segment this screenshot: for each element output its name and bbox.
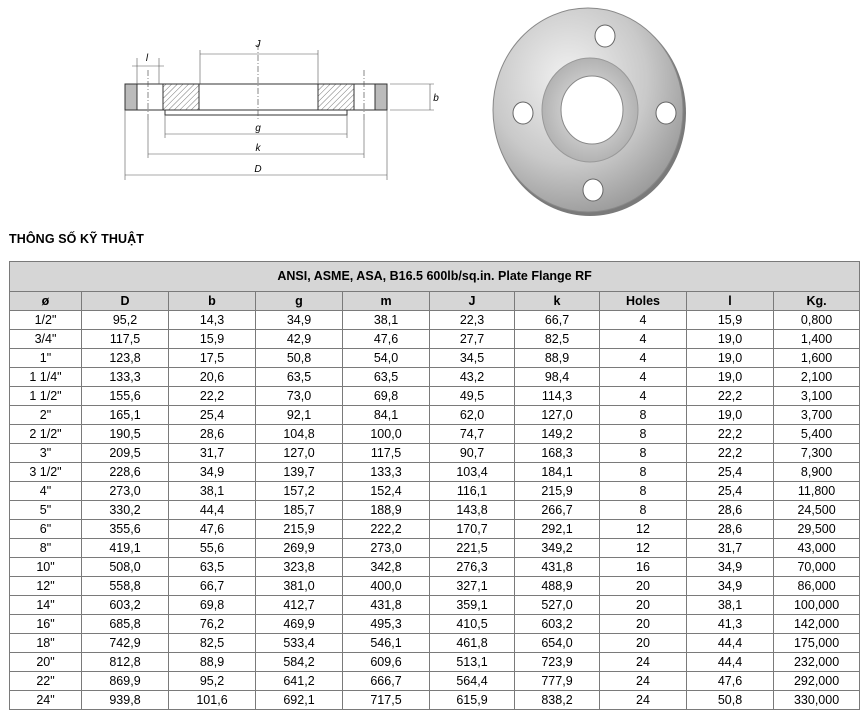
table-cell: 16" — [10, 615, 82, 634]
table-cell: 22,2 — [687, 444, 774, 463]
table-cell: 142,000 — [774, 615, 860, 634]
label-b: b — [433, 93, 439, 104]
column-header: ø — [10, 292, 82, 311]
table-cell: 11,800 — [774, 482, 860, 501]
table-cell: 50,8 — [687, 691, 774, 710]
table-cell: 34,9 — [169, 463, 256, 482]
table-cell: 103,4 — [430, 463, 515, 482]
table-cell: 25,4 — [687, 482, 774, 501]
table-cell: 869,9 — [82, 672, 169, 691]
table-cell: 488,9 — [515, 577, 600, 596]
table-cell: 31,7 — [687, 539, 774, 558]
table-cell: 777,9 — [515, 672, 600, 691]
table-cell: 123,8 — [82, 349, 169, 368]
table-cell: 31,7 — [169, 444, 256, 463]
table-cell: 24,500 — [774, 501, 860, 520]
table-cell: 19,0 — [687, 330, 774, 349]
table-cell: 117,5 — [82, 330, 169, 349]
table-title: ANSI, ASME, ASA, B16.5 600lb/sq.in. Plate Flange RF — [10, 262, 860, 292]
table-cell: 533,4 — [256, 634, 343, 653]
table-cell: 43,000 — [774, 539, 860, 558]
table-cell: 4 — [600, 387, 687, 406]
table-cell: 34,9 — [256, 311, 343, 330]
table-cell: 155,6 — [82, 387, 169, 406]
table-cell: 359,1 — [430, 596, 515, 615]
table-cell: 609,6 — [343, 653, 430, 672]
table-cell: 28,6 — [687, 501, 774, 520]
table-cell: 24" — [10, 691, 82, 710]
column-header: b — [169, 292, 256, 311]
table-cell: 0,800 — [774, 311, 860, 330]
table-cell: 188,9 — [343, 501, 430, 520]
table-cell: 15,9 — [169, 330, 256, 349]
table-cell: 76,2 — [169, 615, 256, 634]
table-cell: 603,2 — [82, 596, 169, 615]
table-row — [10, 368, 860, 387]
label-l: l — [145, 53, 149, 64]
table-cell: 495,3 — [343, 615, 430, 634]
table-cell: 20 — [600, 615, 687, 634]
table-row — [10, 482, 860, 501]
table-cell: 273,0 — [343, 539, 430, 558]
table-cell: 3/4" — [10, 330, 82, 349]
table-cell: 431,8 — [343, 596, 430, 615]
table-cell: 49,5 — [430, 387, 515, 406]
table-cell: 127,0 — [256, 444, 343, 463]
label-J: J — [255, 39, 261, 50]
column-header: k — [515, 292, 600, 311]
table-cell: 190,5 — [82, 425, 169, 444]
table-cell: 100,0 — [343, 425, 430, 444]
table-cell: 168,3 — [515, 444, 600, 463]
table-cell: 7,300 — [774, 444, 860, 463]
table-cell: 330,000 — [774, 691, 860, 710]
column-header: Kg. — [774, 292, 860, 311]
flange-photo — [486, 0, 696, 220]
table-cell: 62,0 — [430, 406, 515, 425]
section-title: THÔNG SỐ KỸ THUẬT — [9, 232, 145, 246]
table-cell: 215,9 — [256, 520, 343, 539]
table-cell: 19,0 — [687, 368, 774, 387]
table-cell: 330,2 — [82, 501, 169, 520]
table-cell: 157,2 — [256, 482, 343, 501]
table-cell: 100,000 — [774, 596, 860, 615]
table-row — [10, 577, 860, 596]
table-row — [10, 387, 860, 406]
table-cell: 215,9 — [515, 482, 600, 501]
table-cell: 603,2 — [515, 615, 600, 634]
table-cell: 5,400 — [774, 425, 860, 444]
table-cell: 1,400 — [774, 330, 860, 349]
table-row — [10, 558, 860, 577]
table-row — [10, 501, 860, 520]
table-cell: 685,8 — [82, 615, 169, 634]
table-cell: 22,2 — [687, 425, 774, 444]
table-cell: 16 — [600, 558, 687, 577]
table-cell: 14,3 — [169, 311, 256, 330]
table-cell: 86,000 — [774, 577, 860, 596]
table-header-row — [10, 292, 860, 311]
spec-table — [9, 261, 860, 710]
table-cell: 27,7 — [430, 330, 515, 349]
table-cell: 44,4 — [169, 501, 256, 520]
table-cell: 400,0 — [343, 577, 430, 596]
table-cell: 558,8 — [82, 577, 169, 596]
table-cell: 29,500 — [774, 520, 860, 539]
table-cell: 513,1 — [430, 653, 515, 672]
table-row — [10, 520, 860, 539]
table-cell: 22,2 — [687, 387, 774, 406]
table-cell: 73,0 — [256, 387, 343, 406]
table-row — [10, 463, 860, 482]
table-cell: 185,7 — [256, 501, 343, 520]
table-cell: 461,8 — [430, 634, 515, 653]
table-cell: 38,1 — [169, 482, 256, 501]
table-cell: 4" — [10, 482, 82, 501]
table-cell: 43,2 — [430, 368, 515, 387]
table-cell: 654,0 — [515, 634, 600, 653]
table-cell: 8 — [600, 444, 687, 463]
table-cell: 20" — [10, 653, 82, 672]
table-cell: 1" — [10, 349, 82, 368]
table-cell: 273,0 — [82, 482, 169, 501]
table-cell: 209,5 — [82, 444, 169, 463]
column-header: J — [430, 292, 515, 311]
table-body — [10, 311, 860, 710]
table-cell: 4 — [600, 311, 687, 330]
table-cell: 692,1 — [256, 691, 343, 710]
column-header: m — [343, 292, 430, 311]
table-cell: 1/2" — [10, 311, 82, 330]
table-cell: 19,0 — [687, 406, 774, 425]
table-cell: 469,9 — [256, 615, 343, 634]
table-cell: 20,6 — [169, 368, 256, 387]
table-cell: 342,8 — [343, 558, 430, 577]
table-cell: 15,9 — [687, 311, 774, 330]
table-cell: 44,4 — [687, 653, 774, 672]
table-cell: 133,3 — [82, 368, 169, 387]
table-cell: 8 — [600, 482, 687, 501]
table-row — [10, 596, 860, 615]
label-k: k — [255, 143, 261, 154]
table-cell: 47,6 — [687, 672, 774, 691]
table-cell: 3 1/2" — [10, 463, 82, 482]
table-cell: 47,6 — [169, 520, 256, 539]
table-row — [10, 691, 860, 710]
table-cell: 5" — [10, 501, 82, 520]
column-header: g — [256, 292, 343, 311]
table-row — [10, 653, 860, 672]
table-cell: 19,0 — [687, 349, 774, 368]
column-header: l — [687, 292, 774, 311]
table-cell: 22" — [10, 672, 82, 691]
table-cell: 95,2 — [82, 311, 169, 330]
table-cell: 232,000 — [774, 653, 860, 672]
table-cell: 149,2 — [515, 425, 600, 444]
table-cell: 8 — [600, 463, 687, 482]
table-cell: 69,8 — [343, 387, 430, 406]
table-cell: 50,8 — [256, 349, 343, 368]
table-cell: 222,2 — [343, 520, 430, 539]
table-cell: 939,8 — [82, 691, 169, 710]
table-cell: 22,2 — [169, 387, 256, 406]
table-cell: 3,700 — [774, 406, 860, 425]
table-cell: 28,6 — [169, 425, 256, 444]
table-cell: 4 — [600, 368, 687, 387]
table-cell: 838,2 — [515, 691, 600, 710]
table-cell: 723,9 — [515, 653, 600, 672]
table-cell: 221,5 — [430, 539, 515, 558]
table-cell: 812,8 — [82, 653, 169, 672]
table-cell: 34,9 — [687, 558, 774, 577]
table-cell: 276,3 — [430, 558, 515, 577]
table-cell: 95,2 — [169, 672, 256, 691]
table-cell: 8 — [600, 425, 687, 444]
table-cell: 139,7 — [256, 463, 343, 482]
table-cell: 2,100 — [774, 368, 860, 387]
table-cell: 269,9 — [256, 539, 343, 558]
table-cell: 34,5 — [430, 349, 515, 368]
table-cell: 165,1 — [82, 406, 169, 425]
table-cell: 327,1 — [430, 577, 515, 596]
table-cell: 47,6 — [343, 330, 430, 349]
table-cell: 4 — [600, 349, 687, 368]
column-header: D — [82, 292, 169, 311]
table-cell: 44,4 — [687, 634, 774, 653]
table-cell: 28,6 — [687, 520, 774, 539]
table-cell: 69,8 — [169, 596, 256, 615]
table-cell: 8 — [600, 406, 687, 425]
table-cell: 14" — [10, 596, 82, 615]
table-cell: 412,7 — [256, 596, 343, 615]
table-cell: 10" — [10, 558, 82, 577]
column-header: Holes — [600, 292, 687, 311]
table-cell: 54,0 — [343, 349, 430, 368]
table-cell: 355,6 — [82, 520, 169, 539]
table-cell: 170,7 — [430, 520, 515, 539]
table-cell: 292,1 — [515, 520, 600, 539]
table-cell: 92,1 — [256, 406, 343, 425]
table-row — [10, 425, 860, 444]
table-cell: 431,8 — [515, 558, 600, 577]
table-cell: 323,8 — [256, 558, 343, 577]
table-cell: 34,9 — [687, 577, 774, 596]
table-cell: 4 — [600, 330, 687, 349]
table-cell: 292,000 — [774, 672, 860, 691]
table-cell: 101,6 — [169, 691, 256, 710]
table-cell: 127,0 — [515, 406, 600, 425]
table-row — [10, 615, 860, 634]
table-cell: 82,5 — [169, 634, 256, 653]
table-row — [10, 539, 860, 558]
table-cell: 66,7 — [515, 311, 600, 330]
table-cell: 564,4 — [430, 672, 515, 691]
table-cell: 228,6 — [82, 463, 169, 482]
table-cell: 38,1 — [343, 311, 430, 330]
table-cell: 84,1 — [343, 406, 430, 425]
table-cell: 74,7 — [430, 425, 515, 444]
table-cell: 88,9 — [169, 653, 256, 672]
table-cell: 63,5 — [343, 368, 430, 387]
table-cell: 17,5 — [169, 349, 256, 368]
table-row — [10, 311, 860, 330]
table-cell: 666,7 — [343, 672, 430, 691]
table-cell: 98,4 — [515, 368, 600, 387]
table-cell: 184,1 — [515, 463, 600, 482]
table-cell: 24 — [600, 691, 687, 710]
table-cell: 24 — [600, 672, 687, 691]
table-cell: 42,9 — [256, 330, 343, 349]
table-cell: 152,4 — [343, 482, 430, 501]
table-cell: 66,7 — [169, 577, 256, 596]
table-row — [10, 330, 860, 349]
table-cell: 3,100 — [774, 387, 860, 406]
table-cell: 419,1 — [82, 539, 169, 558]
table-cell: 143,8 — [430, 501, 515, 520]
flange-cross-section-diagram — [118, 30, 448, 190]
table-cell: 349,2 — [515, 539, 600, 558]
table-cell: 82,5 — [515, 330, 600, 349]
table-cell: 615,9 — [430, 691, 515, 710]
table-row — [10, 672, 860, 691]
table-cell: 2" — [10, 406, 82, 425]
table-cell: 584,2 — [256, 653, 343, 672]
table-cell: 2 1/2" — [10, 425, 82, 444]
table-cell: 22,3 — [430, 311, 515, 330]
table-cell: 546,1 — [343, 634, 430, 653]
table-row — [10, 349, 860, 368]
table-row — [10, 634, 860, 653]
table-cell: 8,900 — [774, 463, 860, 482]
table-cell: 1 1/4" — [10, 368, 82, 387]
table-cell: 717,5 — [343, 691, 430, 710]
table-cell: 641,2 — [256, 672, 343, 691]
table-cell: 508,0 — [82, 558, 169, 577]
table-cell: 41,3 — [687, 615, 774, 634]
table-cell: 114,3 — [515, 387, 600, 406]
table-cell: 133,3 — [343, 463, 430, 482]
table-row — [10, 406, 860, 425]
table-cell: 20 — [600, 577, 687, 596]
table-cell: 90,7 — [430, 444, 515, 463]
table-cell: 266,7 — [515, 501, 600, 520]
table-cell: 117,5 — [343, 444, 430, 463]
table-cell: 24 — [600, 653, 687, 672]
table-cell: 1,600 — [774, 349, 860, 368]
table-cell: 742,9 — [82, 634, 169, 653]
table-cell: 55,6 — [169, 539, 256, 558]
table-cell: 25,4 — [687, 463, 774, 482]
table-cell: 88,9 — [515, 349, 600, 368]
table-cell: 20 — [600, 634, 687, 653]
label-g: g — [255, 123, 261, 134]
table-cell: 12 — [600, 539, 687, 558]
table-cell: 410,5 — [430, 615, 515, 634]
table-cell: 63,5 — [169, 558, 256, 577]
table-cell: 8" — [10, 539, 82, 558]
table-row — [10, 444, 860, 463]
table-cell: 20 — [600, 596, 687, 615]
table-cell: 116,1 — [430, 482, 515, 501]
table-cell: 3" — [10, 444, 82, 463]
table-cell: 18" — [10, 634, 82, 653]
label-D: D — [254, 164, 262, 175]
table-cell: 104,8 — [256, 425, 343, 444]
table-cell: 8 — [600, 501, 687, 520]
table-cell: 6" — [10, 520, 82, 539]
table-cell: 12 — [600, 520, 687, 539]
table-cell: 175,000 — [774, 634, 860, 653]
table-cell: 381,0 — [256, 577, 343, 596]
table-cell: 1 1/2" — [10, 387, 82, 406]
table-cell: 25,4 — [169, 406, 256, 425]
table-cell: 12" — [10, 577, 82, 596]
table-cell: 38,1 — [687, 596, 774, 615]
table-cell: 527,0 — [515, 596, 600, 615]
table-cell: 70,000 — [774, 558, 860, 577]
table-cell: 63,5 — [256, 368, 343, 387]
